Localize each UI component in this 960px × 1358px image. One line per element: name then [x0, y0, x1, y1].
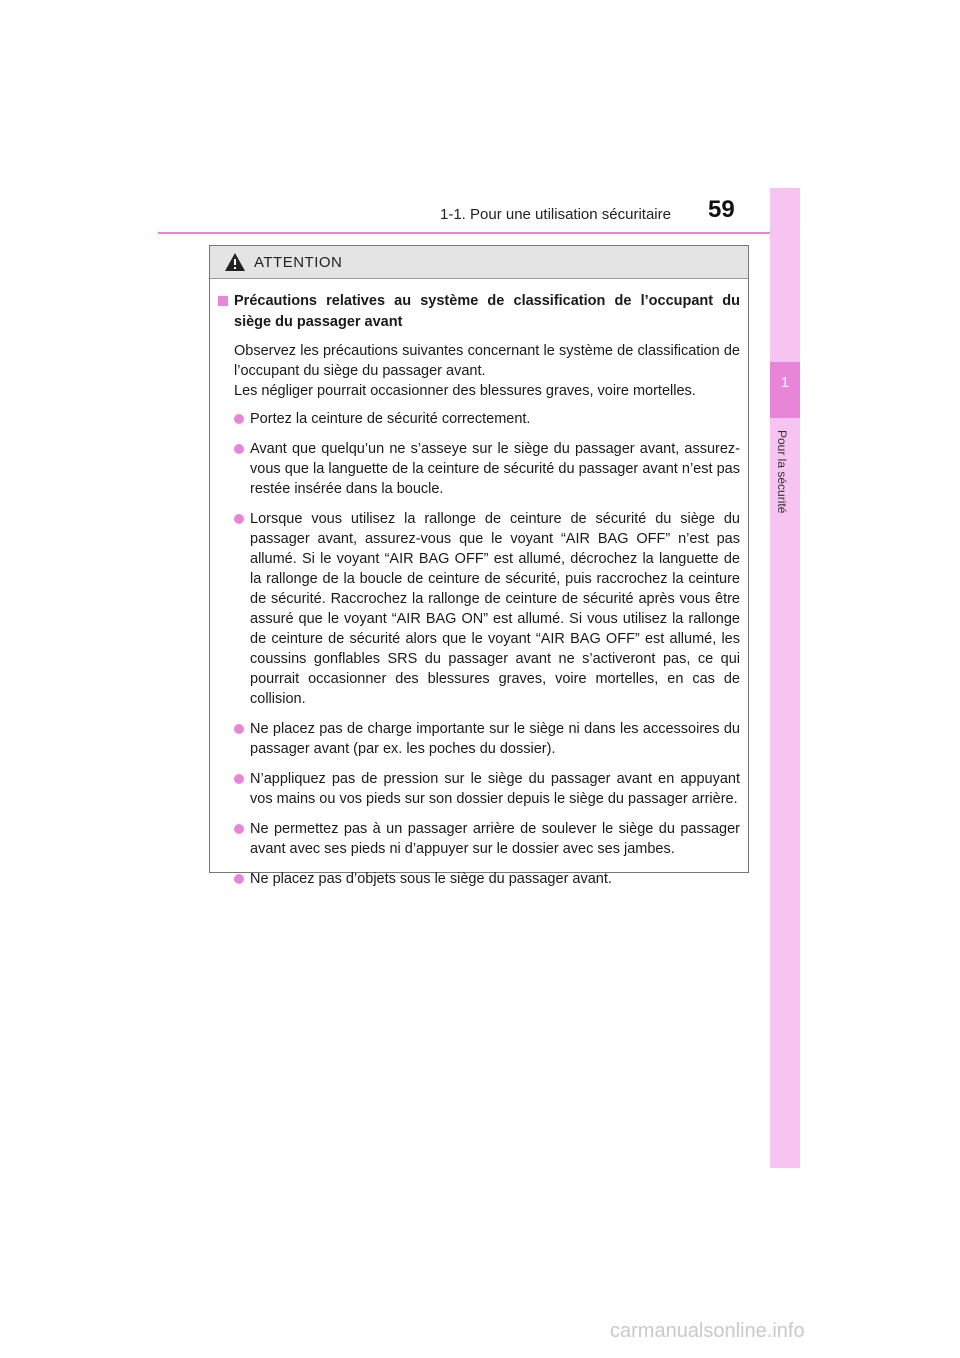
warning-triangle-icon — [224, 252, 246, 272]
list-item-text: Avant que quelqu’un ne s’asseye sur le siège du passager avant, assurez-vous que la languette de la ceinture de sécurité du passager avant n’est pas restée insérée dans la boucle. — [250, 441, 740, 497]
intro-paragraph — [234, 341, 740, 401]
bullet-dot-icon — [234, 774, 244, 784]
list-item-text: Ne permettez pas à un passager arrière de soulever le siège du passager avant avec ses pieds ni d’appuyer sur le dossier avec ses jambes. — [250, 821, 740, 857]
list-item — [218, 869, 740, 889]
bullet-dot-icon — [234, 724, 244, 734]
list-item-text: Portez la ceinture de sécurité correctement. — [250, 411, 531, 427]
list-item-text: Lorsque vous utilisez la rallonge de ceinture de sécurité du siège du passager avant, assurez-vous que le voyant “AIR BAG OFF” n’est pas allumé. Si le voyant “AIR BAG OFF” est allumé, décrochez la languette de la rallonge de la boucle de ceinture de sécurité, puis raccrochez la ceinture de sécurité. Raccrochez la rallonge de ceinture de sécurité après vous être assuré que le voyant “AIR BAG ON” est allumé. Si vous utilisez la rallonge de ceinture de sécurité alors que le voyant “AIR BAG OFF” est allumé, les coussins gonflables SRS du passager avant ne s’activeront pas, ce qui pourrait occasionner des blessures graves, voire mortelles, en cas de collision. — [250, 511, 740, 707]
chapter-side-tab — [770, 188, 800, 1168]
intro-line: Observez les précautions suivantes concernant le système de classification de l’occupant du siège du passager avant. — [234, 343, 740, 379]
warning-title: ATTENTION — [254, 253, 343, 271]
intro-line: Les négliger pourrait occasionner des blessures graves, voire mortelles. — [234, 383, 696, 399]
list-item — [218, 769, 740, 809]
bullet-dot-icon — [234, 414, 244, 424]
square-bullet-icon — [218, 296, 228, 306]
watermark: carmanualsonline.info — [610, 1320, 805, 1342]
list-item-text: Ne placez pas d’objets sous le siège du passager avant. — [250, 871, 612, 887]
warning-box — [209, 245, 749, 887]
precaution-list — [218, 409, 740, 889]
chapter-number: 1 — [780, 374, 790, 391]
bullet-dot-icon — [234, 874, 244, 884]
warning-body — [210, 279, 748, 889]
list-item-text: N’appliquez pas de pression sur le siège du passager avant en appuyant vos mains ou vos pieds sur son dossier depuis le siège du passager arrière. — [250, 771, 740, 807]
bullet-dot-icon — [234, 514, 244, 524]
section-heading-text: Précautions relatives au système de classification de l’occupant du siège du passager avant — [234, 293, 740, 330]
header-rule — [158, 232, 800, 234]
list-item-text: Ne placez pas de charge importante sur le siège ni dans les accessoires du passager avant (par ex. les poches du dossier). — [250, 721, 740, 757]
section-heading — [218, 291, 740, 333]
chapter-label: Pour la sécurité — [775, 430, 789, 514]
list-item — [218, 439, 740, 499]
list-item — [218, 509, 740, 709]
bullet-dot-icon — [234, 824, 244, 834]
list-item — [218, 409, 740, 429]
bullet-dot-icon — [234, 444, 244, 454]
page-number: 59 — [708, 196, 735, 223]
running-header: 1-1. Pour une utilisation sécuritaire — [440, 206, 671, 223]
list-item — [218, 719, 740, 759]
list-item — [218, 819, 740, 859]
warning-header — [210, 246, 748, 279]
